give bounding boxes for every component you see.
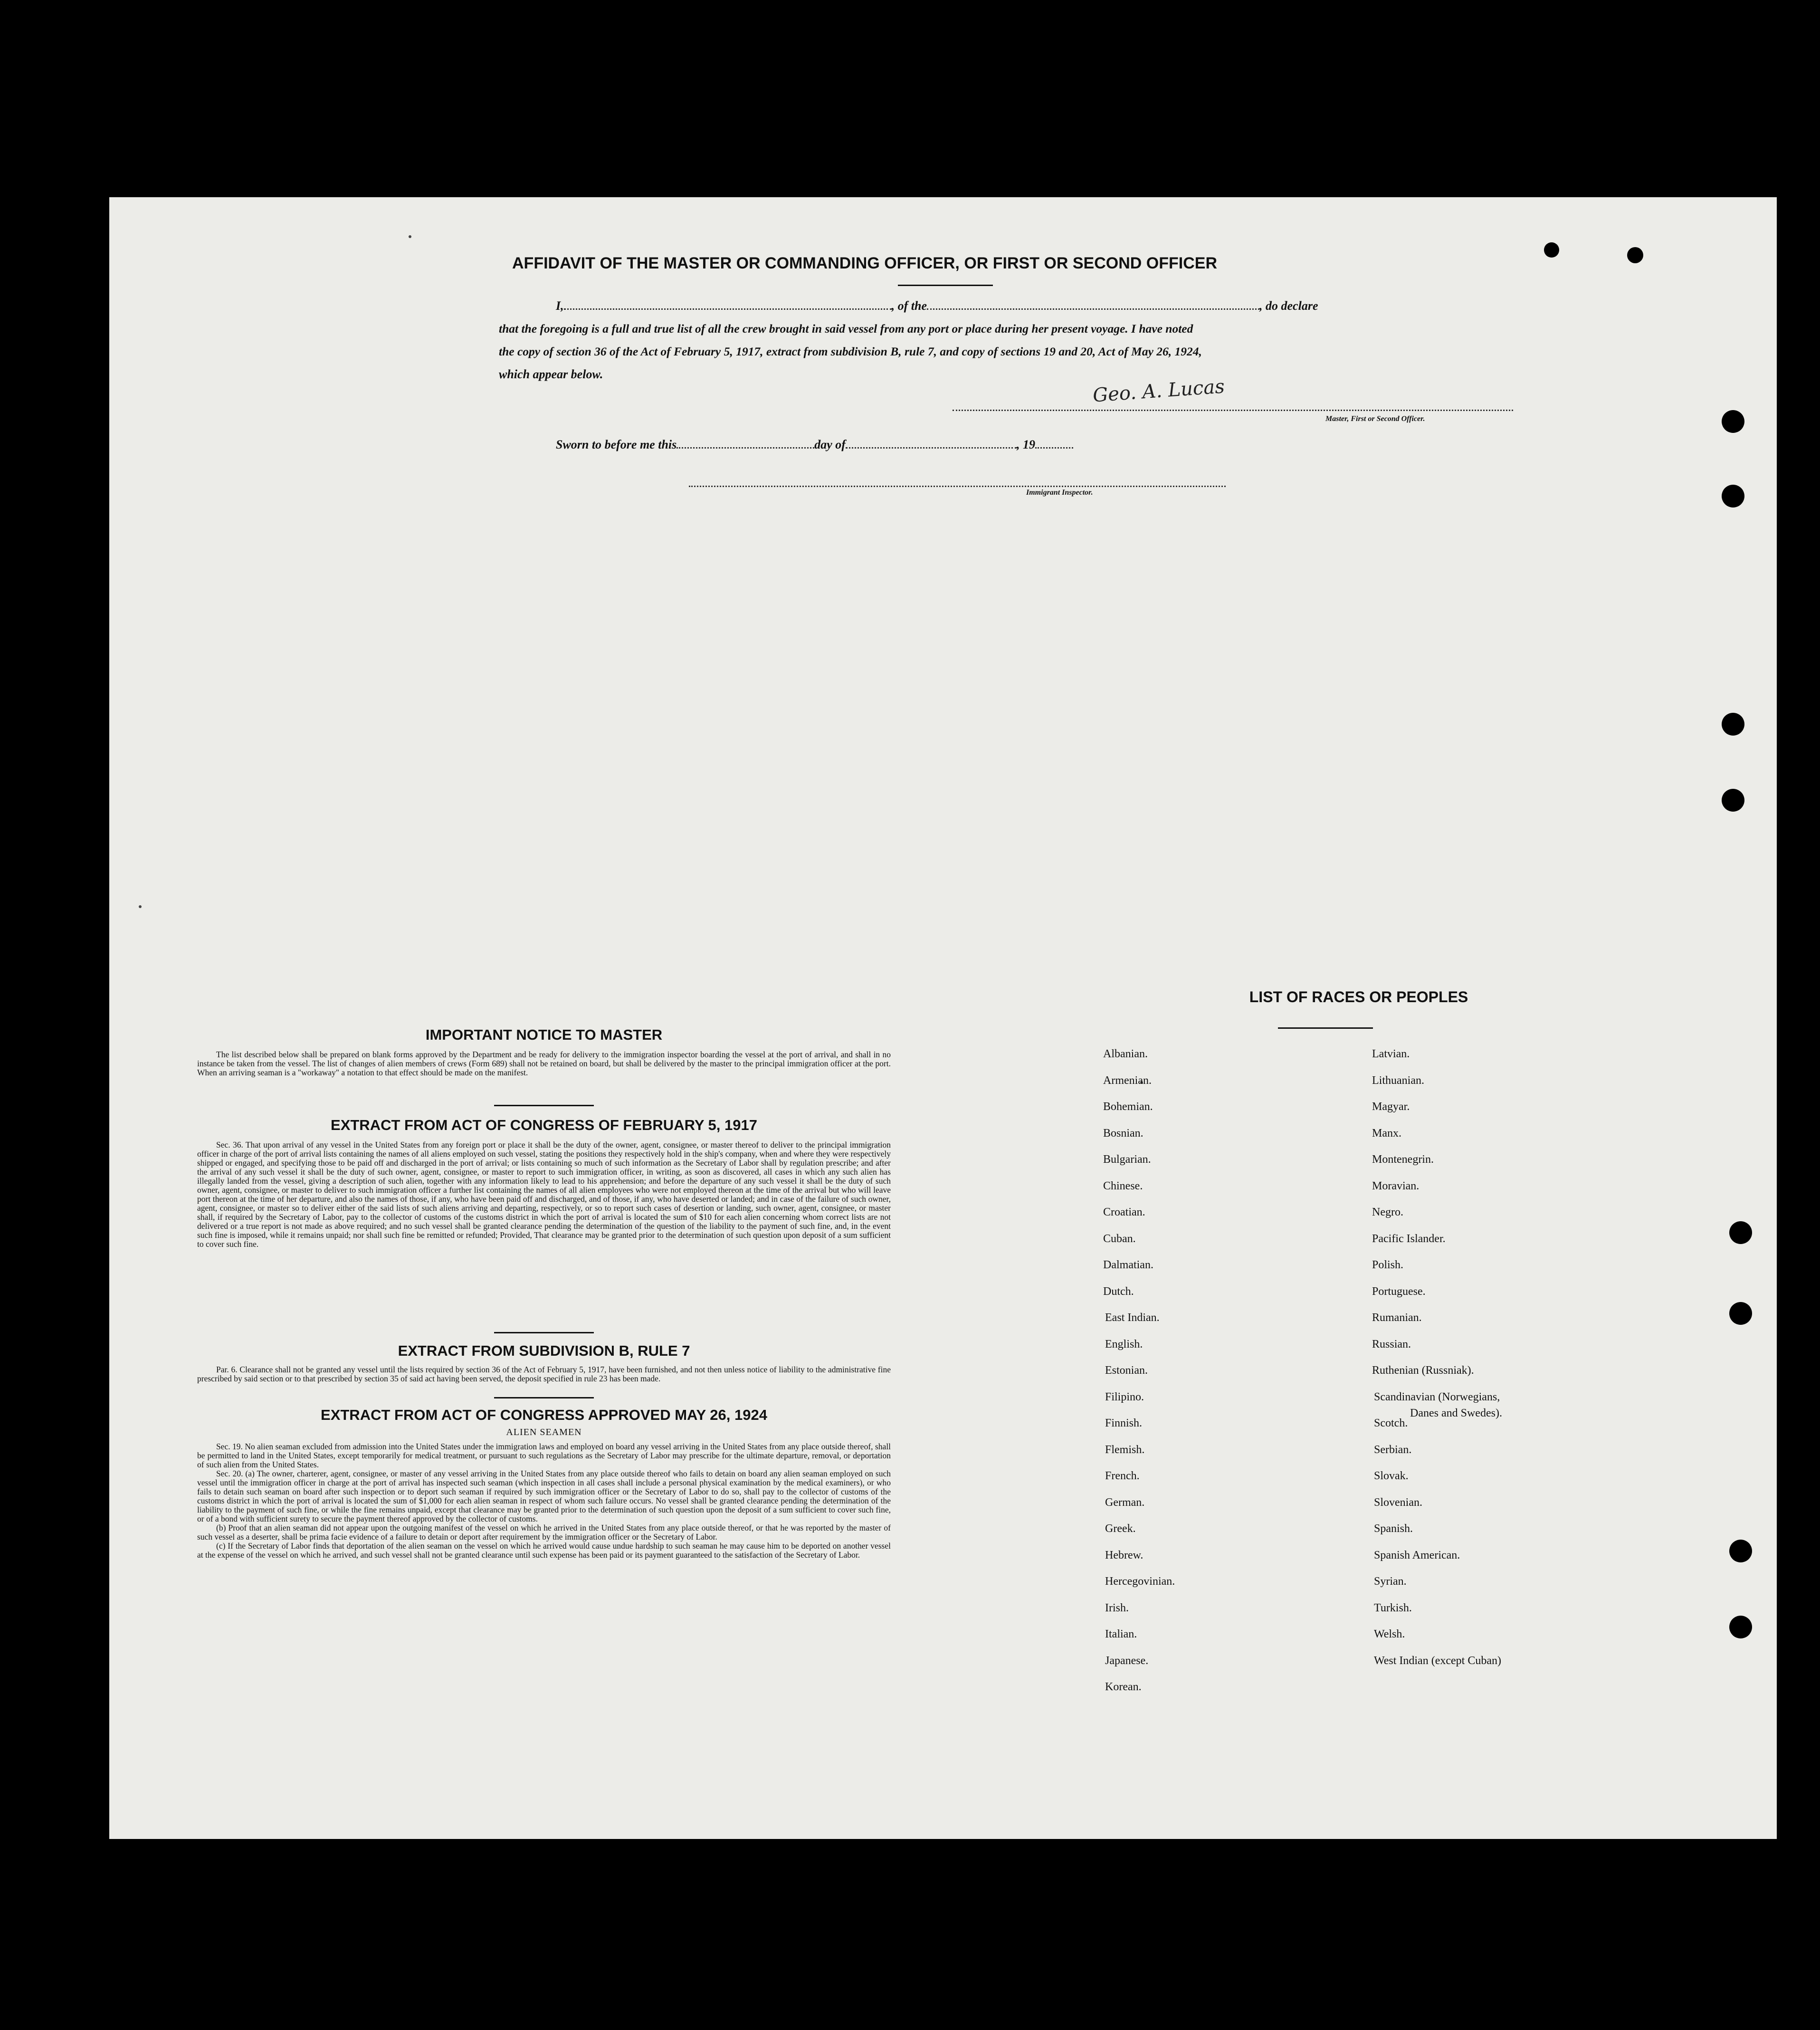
race-item: Scandinavian (Norwegians, <box>1374 1390 1500 1403</box>
race-item: English. <box>1105 1338 1143 1350</box>
punch-hole <box>1722 485 1744 508</box>
extract-1917-title: EXTRACT FROM ACT OF CONGRESS OF FEBRUARY 5, 1917 <box>331 1117 757 1133</box>
sworn-line <box>556 433 1073 456</box>
alien-seamen-subtitle: ALIEN SEAMEN <box>506 1427 582 1437</box>
race-item: Bosnian. <box>1103 1127 1143 1139</box>
notice-body <box>197 1050 891 1077</box>
race-item: Rumanian. <box>1372 1312 1422 1324</box>
sec-19-paragraph: Sec. 19. No alien seaman excluded from admission into the United States under the immigration laws and employed on board any vessel arriving in the United States from any place outside thereof, shall be permitted to land in the United States, except temporarily for medical treatment, or pursuant to such regulations as the Secretary of Labor may prescribe for the ultimate departure, removal, or deportation of such alien from the United States. <box>197 1442 891 1469</box>
inspector-line <box>689 486 1226 487</box>
punch-hole <box>1722 410 1744 433</box>
sworn-year-blank <box>1035 447 1073 449</box>
race-item: Japanese. <box>1105 1654 1149 1667</box>
race-item: Portuguese. <box>1372 1285 1426 1298</box>
race-item: Ruthenian (Russniak). <box>1372 1364 1474 1377</box>
affidavit-title: AFFIDAVIT OF THE MASTER OR COMMANDING OFFICER, OR FIRST OR SECOND OFFICER <box>512 254 1217 272</box>
race-item: Pacific Islander. <box>1372 1232 1446 1245</box>
name-blank <box>564 308 892 310</box>
race-item: German. <box>1105 1496 1145 1509</box>
punch-hole <box>1722 789 1744 812</box>
race-item: Welsh. <box>1374 1628 1405 1640</box>
sec-20b-paragraph: (b) Proof that an alien seaman did not appear upon the outgoing manifest of the vessel on which he arrived in the United States from any place outside thereof, or that he was reported by the master of such vessel as a deserter, shall be prima facie evidence of a failure to detain or deport after requirement by the immigration officer or the Secretary of Labor. <box>197 1523 891 1542</box>
document-page <box>109 197 1777 1839</box>
title-rule <box>898 285 993 286</box>
race-item: Croatian. <box>1103 1206 1145 1218</box>
race-item: Korean. <box>1105 1681 1142 1693</box>
declaration-line-4: which appear below. <box>499 367 603 381</box>
sec-20a-paragraph: Sec. 20. (a) The owner, charterer, agent, consignee, or master of any vessel arriving in the United States from any place outside thereof who fails to detain on board any alien seaman employed on such vessel until the immigration officer in charge at the port of arrival has inspected such seaman (which inspection in all cases shall include a personal physical examination by the medical examiners), or who fails to detain such seaman on board after such inspection or to deport such seaman if required by such immigration officer or the Secretary of Labor to do so, shall pay to the collector of customs of the customs district in which the port of arrival is located the sum of $1,000 for each alien seaman in respect of whom such failure occurs. No vessel shall be granted clearance pending the determination of the liability to the payment of such fine, or while the fine remains unpaid, except that clearance may be granted prior to the determination of such question upon the deposit of a sum sufficient to cover such fine, or of a bond with sufficient surety to secure the payment thereof approved by the collector of customs. <box>197 1469 891 1523</box>
declaration-line-2: that the foregoing is a full and true list of all the crew brought in said vessel from any port or place during her present voyage. I have noted <box>499 322 1193 335</box>
speck <box>139 905 142 908</box>
races-title: LIST OF RACES OR PEOPLES <box>1249 988 1468 1005</box>
race-item: Bohemian. <box>1103 1101 1153 1113</box>
race-item: Magyar. <box>1372 1101 1410 1113</box>
race-item: East Indian. <box>1105 1312 1160 1324</box>
race-item: Negro. <box>1372 1206 1403 1218</box>
race-item: Finnish. <box>1105 1417 1143 1429</box>
race-item: Hebrew. <box>1105 1549 1143 1561</box>
race-item: Dalmatian. <box>1103 1259 1153 1271</box>
vessel-blank <box>927 308 1259 310</box>
inspector-caption: Immigrant Inspector. <box>1026 488 1093 497</box>
sworn-prefix: Sworn to before me this <box>556 438 677 451</box>
extract-1924-body <box>197 1442 891 1560</box>
race-item: Danes and Swedes). <box>1410 1407 1502 1419</box>
signature-line <box>953 410 1513 411</box>
notice-paragraph: The list described below shall be prepared on blank forms approved by the Department and be ready for delivery to the immigration inspector boarding the vessel at the port of arrival, and shall in no instance be taken from the vessel. The list of changes of alien members of crews (Form 689) shall not be retained on board, but shall be delivered by the master to the principal immigration officer at the port. When an arriving seaman is a "workaway" a notation to that effect should be made on the manifest. <box>197 1050 891 1077</box>
race-item: Moravian. <box>1372 1179 1420 1192</box>
signature-caption: Master, First or Second Officer. <box>1325 415 1425 423</box>
punch-hole <box>1729 1540 1752 1562</box>
race-item: French. <box>1105 1470 1140 1482</box>
punch-hole <box>1544 242 1559 258</box>
subdivision-body <box>197 1365 891 1383</box>
race-item: Albanian. <box>1103 1048 1148 1060</box>
races-rule <box>1278 1027 1373 1029</box>
race-item: Latvian. <box>1372 1048 1410 1060</box>
extract-1924-title: EXTRACT FROM ACT OF CONGRESS APPROVED MAY 26, 1924 <box>321 1407 767 1423</box>
race-item: West Indian (except Cuban) <box>1374 1654 1501 1667</box>
race-item: Syrian. <box>1374 1575 1407 1588</box>
sworn-month-blank <box>846 447 1017 449</box>
race-item: Irish. <box>1105 1601 1129 1614</box>
race-item: Manx. <box>1372 1127 1401 1139</box>
race-item: Hercegovinian. <box>1105 1575 1175 1588</box>
race-item: Serbian. <box>1374 1443 1412 1456</box>
race-item: Flemish. <box>1105 1443 1145 1456</box>
race-item: Filipino. <box>1105 1390 1144 1403</box>
race-item: Cuban. <box>1103 1232 1136 1245</box>
race-item: Italian. <box>1105 1628 1137 1640</box>
speck <box>409 235 411 238</box>
notice-title: IMPORTANT NOTICE TO MASTER <box>425 1026 663 1043</box>
master-signature: Geo. A. Lucas <box>1092 375 1226 407</box>
punch-hole <box>1729 1302 1752 1325</box>
race-item: Russian. <box>1372 1338 1411 1350</box>
sworn-day-blank <box>677 447 814 449</box>
race-item: Turkish. <box>1374 1601 1412 1614</box>
race-item: Estonian. <box>1105 1364 1148 1377</box>
section-rule <box>494 1332 594 1333</box>
race-item: Montenegrin. <box>1372 1153 1434 1166</box>
decl-declare: , do declare <box>1259 299 1318 313</box>
race-item: Bulgarian. <box>1103 1153 1151 1166</box>
race-item: Spanish American. <box>1374 1549 1460 1561</box>
race-item: Slovenian. <box>1374 1496 1422 1509</box>
section-rule <box>494 1397 594 1398</box>
subdivision-title: EXTRACT FROM SUBDIVISION B, RULE 7 <box>398 1342 690 1359</box>
race-item: Slovak. <box>1374 1470 1409 1482</box>
race-item: Dutch. <box>1103 1285 1134 1298</box>
declaration-line-1 <box>556 295 1501 317</box>
punch-hole <box>1729 1221 1752 1244</box>
sec-20c-paragraph: (c) If the Secretary of Labor finds that deportation of the alien seaman on the vessel on which he arrived would cause undue hardship to such seaman he may cause him to be deported on another vessel at the expense of the vessel on which he arrived, and such vessel shall not be granted clearance until such expense has been paid or its payment guaranteed to the satisfaction of the Secretary of Labor. <box>197 1541 891 1560</box>
sec-36-paragraph: Sec. 36. That upon arrival of any vessel in the United States from any foreign port or place it shall be the duty of the owner, agent, consignee, or master thereof to deliver to the principal immigration officer in charge of the port of arrival lists containing the names of all aliens employed on such vessel, stating the positions they respectively hold in the ship's company, when and where they were respectively shipped or engaged, and specifying those to be paid off and discharged in the port of arrival; or lists containing so much of such information as the Secretary of Labor shall by regulation prescribe; and after the arrival of any such vessel it shall be the duty of such owner, agent, consignee, or master to report to such immigration officer, in writing, as soon as discovered, all cases in which any such alien has illegally landed from the vessel, giving a description of such alien, together with any information likely to lead to his apprehension; and before the departure of any such vessel it shall be the duty of such owner, agent, consignee, or master to deliver to such immigration officer a further list containing the names of all alien employees who were not employed thereon at the time of the arrival but who will leave port thereon at the time of her departure, and also the names of those, if any, who have been paid off and discharged, and of those, if any, who have deserted or landed; and in case of the failure of such owner, agent, consignee, or master so to deliver either of the said lists of such aliens arriving and departing, respectively, or so to report such cases of desertion or landing, such owner, agent, consignee, or master shall, if required by the Secretary of Labor, pay to the collector of customs of the customs district in which the port of arrival is located the sum of $10 for each alien concerning whom correct lists are not delivered or a true report is not made as above required; and no such vessel shall be granted clearance pending the determination of the question of the liability to the payment of such fine, and, in the event such fine is imposed, while it remains unpaid; nor shall such fine be remitted or refunded; Provided, That clearance may be granted prior to the determination of such question upon deposit of a sum sufficient to cover such fine. <box>197 1140 891 1249</box>
section-rule <box>494 1105 594 1106</box>
race-item: Spanish. <box>1374 1522 1413 1535</box>
race-item: Polish. <box>1372 1259 1404 1271</box>
extract-1917-body <box>197 1140 891 1249</box>
punch-hole <box>1729 1616 1752 1638</box>
race-item: Chinese. <box>1103 1179 1143 1192</box>
race-item: Armenian. <box>1103 1074 1152 1087</box>
sworn-day: day of <box>814 438 846 451</box>
par-6-paragraph: Par. 6. Clearance shall not be granted any vessel until the lists required by section 36 of the Act of February 5, 1917, have been furnished, and not then unless notice of liability to the administrative fine prescribed by said section or to that prescribed by section 35 of said act having been served, the deposit specified in rule 23 has been made. <box>197 1365 891 1383</box>
decl-of: , of the <box>891 299 927 313</box>
declaration-line-3: the copy of section 36 of the Act of February 5, 1917, extract from subdivision B, rule 7, and copy of sections 19 and 20, Act of May 26, 1924, <box>499 345 1202 358</box>
race-item: Scotch. <box>1374 1417 1408 1429</box>
punch-hole <box>1627 247 1643 263</box>
decl-i: I, <box>556 299 564 313</box>
punch-hole <box>1722 713 1744 736</box>
race-item: Greek. <box>1105 1522 1136 1535</box>
race-item: Lithuanian. <box>1372 1074 1424 1087</box>
sworn-year: , 19 <box>1016 438 1035 451</box>
